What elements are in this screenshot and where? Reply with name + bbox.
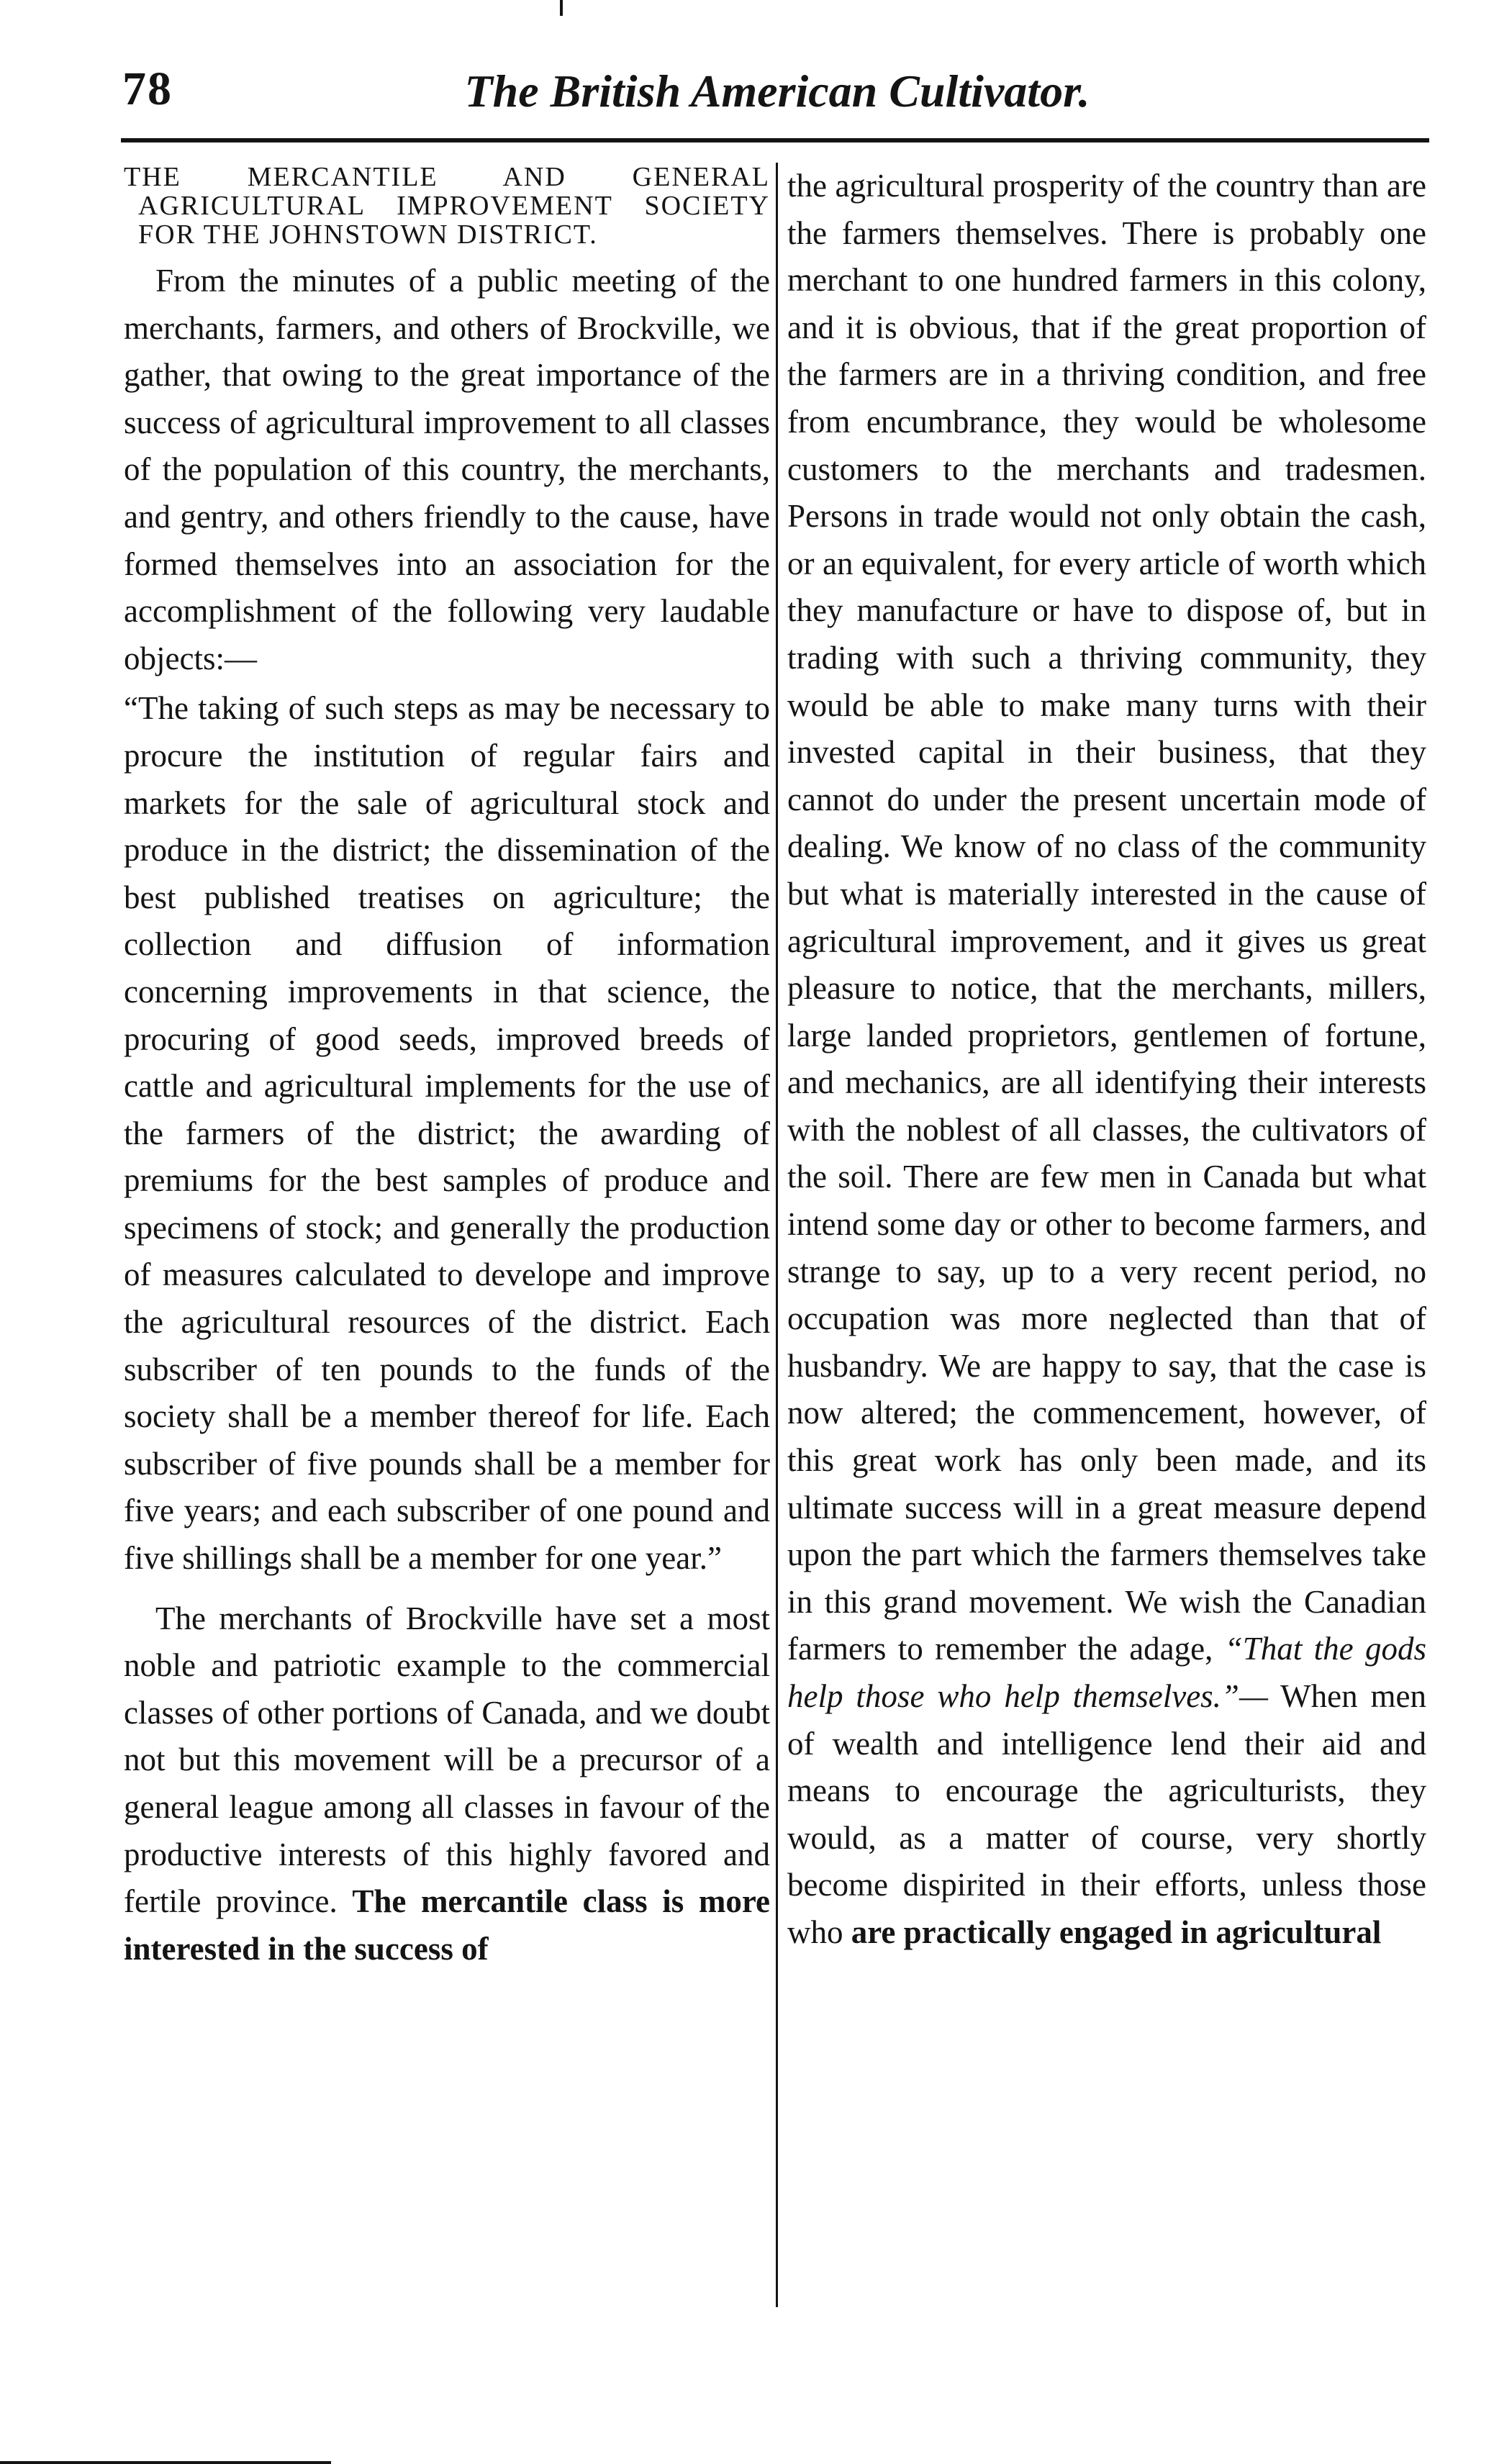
continued-paragraph bbox=[787, 163, 1426, 1957]
header-rule bbox=[121, 138, 1429, 142]
article-headline: THE MERCANTILE AND GENERAL AGRICULTURAL IMPROVEMENT SOCIETY FOR THE JOHNSTOWN DISTRICT. bbox=[124, 162, 770, 250]
merchants-paragraph-bold-tail: The mercantile class is more interested in the success of bbox=[124, 1883, 770, 1967]
merchants-paragraph-text: The merchants of Brockville have set a most noble and patriotic example to the commercial classes of other portions of Canada, and we doubt not but this movement will be a precursor of a general league among all classes in favour of the productive interests of this highly favored and fertile province. bbox=[124, 1600, 770, 1920]
page-header bbox=[108, 62, 1447, 141]
footer-rule bbox=[0, 2461, 331, 2464]
page-number: 78 bbox=[122, 63, 173, 115]
right-column bbox=[787, 163, 1426, 1960]
running-title: The British American Cultivator. bbox=[464, 65, 1090, 117]
adage-quote: “That the gods help those who help themselves.”— bbox=[787, 1631, 1427, 1714]
intro-paragraph: From the minutes of a public meeting of the merchants, farmers, and others of Brockville, we gather, that owing to the great importance of the success of agricultural improvement to all classes of the population of this country, the merchants, and gentry, and others friendly to the cause, have formed themselves into an association for the accomplishment of the following very laudable objects:— bbox=[124, 263, 770, 676]
continued-paragraph-tail: When men of wealth and intelligence lend their aid and means to encourage the agriculturists, they would, as a matter of course, very shortly become dispirited in their efforts, unless those who bbox=[787, 1678, 1426, 1950]
column-divider bbox=[776, 163, 778, 2307]
merchants-paragraph bbox=[124, 1595, 770, 1973]
continued-paragraph-text: the agricultural prosperity of the country than are the farmers themselves. There is probably one merchant to one hundred farmers in this colony, and it is obvious, that if the great proportion of the farmers are in a thriving condition, and free from encumbrance, they would be wholesome customers to the merchants and tradesmen. Persons in trade would not only obtain the cash, or an equivalent, for every article of worth which they manufacture or have to dispose of, but in trading with such a thriving community, they would be able to make many turns with their invested capital in their business, that they cannot do under the present uncertain mode of dealing. We know of no class of the community but what is materially interested in the cause of agricultural improvement, and it gives us great pleasure to notice, that the merchants, millers, large landed proprietors, gentlemen of fortune, and mechanics, are all identifying their interests with the noblest of all classes, the cultivators of the soil. There are few men in Canada but what intend some day or other to become farmers, and strange to say, up to a very recent period, no occupation was more neglected than that of husbandry. We are happy to say, that the case is now altered; the commencement, however, of this great work has only been made, and its ultimate success will in a great measure depend upon the part which the farmers themselves take in this grand movement. We wish the Canadian farmers to remember the adage, bbox=[787, 168, 1426, 1667]
stray-print-mark bbox=[560, 0, 563, 16]
left-column bbox=[124, 163, 770, 1975]
continued-paragraph-bold-tail: are practically engaged in agricultural bbox=[851, 1913, 1382, 1950]
society-objects-quote: “The taking of such steps as may be necessary to procure the institution of regular fairs and markets for the sale of agricultural stock and produce in the district; the dissemination of the best published treatises on agriculture; the collection and diffusion of information concerning improvements in that science, the procuring of good seeds, improved breeds of cattle and agricultural implements for the use of the farmers of the district; the awarding of premiums for the best samples of produce and specimens of stock; and generally the production of measures calculated to develope and improve the agricultural resources of the district. Each subscriber of ten pounds to the funds of the society shall be a member thereof for life. Each subscriber of five pounds shall be a member for five years; and each subscriber of one pound and five shillings shall be a member for one year.” bbox=[124, 690, 770, 1577]
